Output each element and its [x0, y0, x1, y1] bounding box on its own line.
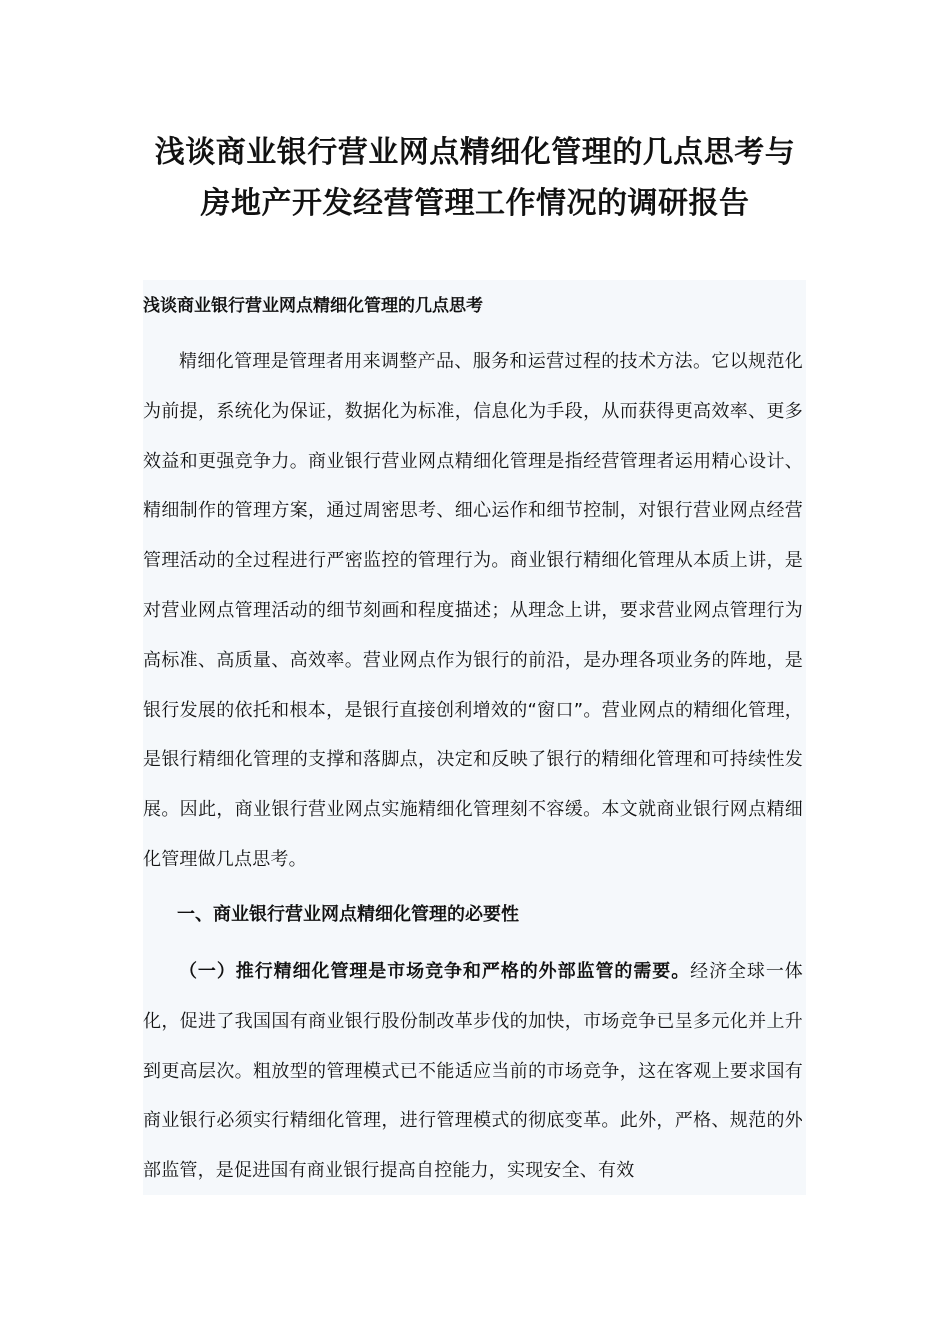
paragraph-lead-sentence: （一）推行精细化管理是市场竞争和严格的外部监管的需要。 — [179, 961, 691, 982]
document-title-line-2: 房地产开发经营管理工作情况的调研报告 — [200, 186, 750, 221]
paragraph-market-competition — [143, 947, 803, 1195]
document-title — [60, 127, 890, 229]
document-title-line-1: 浅谈商业银行营业网点精细化管理的几点思考与 — [154, 135, 796, 170]
subheading-necessity: 一、商业银行营业网点精细化管理的必要性 — [177, 904, 519, 925]
paragraph-body-text: 经济全球一体化，促进了我国国有商业银行股份制改革步伐的加快，市场竞争已呈多元化并上升到更高层次。粗放型的管理模式已不能适应当前的市场竞争，这在客观上要求国有商业银行必须实行精细化管理，进行管理模式的彻底变革。此外，严格、规范的外部监管，是促进国有商业银行提高自控能力，实现安全、有效 — [143, 961, 803, 1182]
section-heading: 浅谈商业银行营业网点精细化管理的几点思考 — [143, 296, 483, 316]
paragraph-intro: 精细化管理是管理者用来调整产品、服务和运营过程的技术方法。它以规范化为前提，系统化为保证，数据化为标准，信息化为手段，从而获得更高效率、更多效益和更强竞争力。商业银行营业网点精细化管理是指经营管理者运用精心设计、精细制作的管理方案，通过周密思考、细心运作和细节控制，对银行营业网点经营管理活动的全过程进行严密监控的管理行为。商业银行精细化管理从本质上讲，是对营业网点管理活动的细节刻画和程度描述；从理念上讲，要求营业网点管理行为高标准、高质量、高效率。营业网点作为银行的前沿，是办理各项业务的阵地，是银行发展的依托和根本，是银行直接创利增效的“窗口”。营业网点的精细化管理，是银行精细化管理的支撑和落脚点，决定和反映了银行的精细化管理和可持续性发展。因此，商业银行营业网点实施精细化管理刻不容缓。本文就商业银行网点精细化管理做几点思考。 — [143, 351, 803, 870]
document-body — [143, 280, 806, 1195]
